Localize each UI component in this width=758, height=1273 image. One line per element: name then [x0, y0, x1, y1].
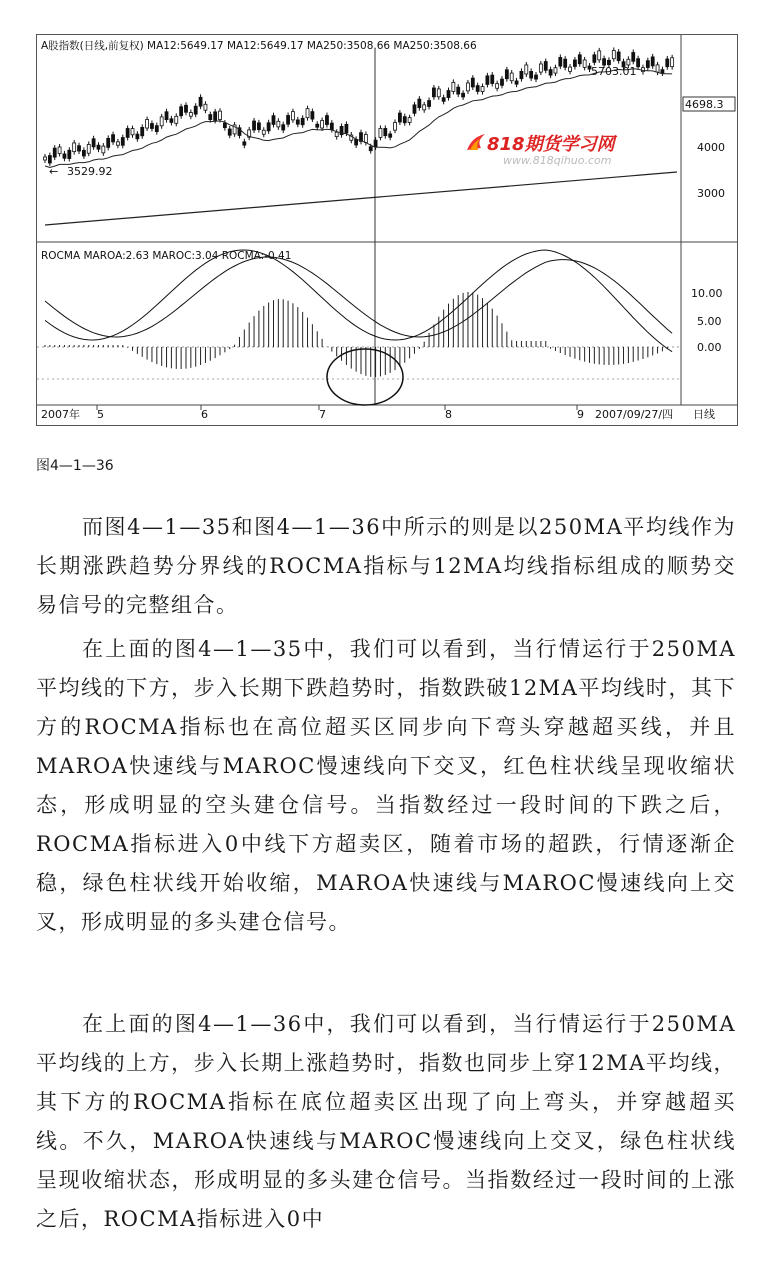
- candle-body: [505, 70, 508, 79]
- paragraph-1: [36, 508, 736, 625]
- figure-caption: 图4—1—36: [36, 458, 114, 474]
- candle-body: [656, 65, 659, 72]
- candle-body: [544, 62, 547, 71]
- candle-body: [82, 150, 85, 156]
- candle-body: [525, 65, 528, 74]
- candle-body: [500, 79, 503, 85]
- candle-body: [92, 139, 95, 147]
- candle-body: [418, 99, 421, 108]
- candle-body: [457, 87, 460, 94]
- candle-body: [413, 105, 416, 113]
- paragraph-text: 而图4—1—35和图4—1—36中所示的则是以250MA平均线作为长期涨跌趋势分界线的ROCMA指标与12MA均线指标组成的顺势交易信号的完整组合。: [36, 515, 736, 617]
- candle-body: [306, 109, 309, 118]
- date-label-7: 7: [319, 408, 326, 421]
- candle-body: [184, 105, 187, 112]
- candle-body: [617, 52, 620, 61]
- candle-body: [267, 123, 270, 131]
- candle-body: [432, 88, 435, 97]
- candle-body: [194, 106, 197, 114]
- candle-body: [107, 138, 110, 147]
- candle-body: [559, 57, 562, 66]
- candle-body: [116, 142, 119, 145]
- candle-body: [214, 112, 217, 121]
- candle-body: [379, 128, 382, 137]
- candle-body: [369, 147, 372, 151]
- candle-body: [223, 123, 226, 128]
- candle-body: [204, 104, 207, 110]
- candle-body: [530, 71, 533, 78]
- price-axis-current: 4698.3: [685, 98, 724, 111]
- candle-body: [496, 84, 499, 89]
- candle-body: [515, 81, 518, 84]
- candle-body: [199, 97, 202, 106]
- candle-body: [578, 55, 581, 64]
- candle-body: [126, 128, 129, 137]
- candle-body: [428, 101, 431, 107]
- candle-body: [408, 118, 411, 123]
- candle-body: [287, 115, 290, 124]
- candle-body: [335, 132, 338, 136]
- candle-body: [661, 70, 664, 73]
- rocma-histogram: [45, 292, 672, 377]
- candle-body: [189, 113, 192, 117]
- candle-body: [150, 124, 153, 129]
- price-header: A股指数(日线,前复权) MA12:5649.17 MA12:5649.17 MA250:3508.66 MA250:3508.66: [41, 40, 477, 52]
- candle-body: [384, 128, 387, 135]
- candle-body: [175, 116, 178, 123]
- candle-body: [442, 98, 445, 102]
- watermark-title: 818期货学习网: [487, 134, 615, 155]
- watermark-url: www.818qihuo.com: [503, 154, 612, 167]
- candle-body: [170, 119, 173, 123]
- candle-body: [637, 59, 640, 67]
- ind-axis-5: 5.00: [697, 315, 722, 328]
- candle-body: [364, 134, 367, 142]
- candle-body: [262, 130, 265, 134]
- candle-body: [243, 142, 246, 145]
- candle-body: [651, 57, 654, 66]
- paragraph-text: 在上面的图4—1—36中，我们可以看到，当行情运行于250MA平均线的上方，步入长期上涨趋势时，指数也同步上穿12MA平均线，其下方的ROCMA指标在底位超卖区出现了向上弯头，并穿越超买线。不久，MAROA快速线与MAROC慢速线向上交叉，绿色柱状线呈现收缩状态，形成明显的多头建仓信号。当指数经过一段时间的上涨之后，ROCMA指标进入0中: [36, 1012, 736, 1231]
- maroa-line: [45, 250, 672, 352]
- date-label-2007: 2007年: [41, 408, 80, 421]
- chart-canvas: [37, 35, 737, 425]
- candle-body: [632, 53, 635, 62]
- candle-body: [403, 117, 406, 123]
- candle-body: [510, 73, 513, 81]
- candle-body: [345, 124, 348, 133]
- highlight-circle: [327, 349, 403, 405]
- candle-body: [155, 126, 158, 132]
- candle-body: [355, 139, 358, 145]
- candle-body: [321, 121, 324, 128]
- candle-body: [423, 105, 426, 110]
- candle-body: [535, 75, 538, 79]
- candle-body: [389, 134, 392, 137]
- ind-axis-10: 10.00: [691, 287, 723, 300]
- candle-body: [481, 87, 484, 92]
- paragraph-text: 在上面的图4—1—35中，我们可以看到，当行情运行于250MA平均线的下方，步入长期下跌趋势时，指数跌破12MA平均线时，其下方的ROCMA指标也在高位超买区同步向下弯头穿越超买线，并且MAROA快速线与MAROC慢速线向下交叉，红色柱状线呈现收缩状态，形成明显的空头建仓信号。当指数经过一段时间的下跌之后，ROCMA指标进入0中线下方超卖区，随着市场的超跌，行情逐渐企稳，绿色柱状线开始收缩，MAROA快速线与MAROC慢速线向上交叉，形成明显的多头建仓信号。: [36, 637, 736, 934]
- price-axis-3000: 3000: [697, 187, 725, 200]
- candle-body: [374, 140, 377, 147]
- stock-chart: [36, 34, 738, 426]
- candle-body: [486, 76, 489, 85]
- candle-body: [141, 127, 144, 135]
- paragraph-3: [36, 1005, 736, 1239]
- candle-body: [63, 154, 66, 158]
- candle-body: [593, 55, 596, 63]
- candle-body: [146, 119, 149, 128]
- candle-body: [165, 112, 168, 120]
- candle-body: [209, 115, 212, 120]
- candle-body: [437, 89, 440, 97]
- candle-body: [646, 61, 649, 68]
- candle-body: [68, 150, 71, 158]
- low-label: 3529.92: [67, 165, 113, 178]
- candle-body: [44, 157, 47, 160]
- candle-body: [476, 86, 479, 92]
- candle-body: [466, 83, 469, 91]
- candle-body: [316, 124, 319, 127]
- candle-body: [301, 118, 304, 124]
- high-label: 5703.01: [591, 65, 637, 78]
- candle-body: [325, 116, 328, 125]
- candle-body: [452, 82, 455, 91]
- candle-body: [539, 64, 542, 72]
- maroc-line: [45, 257, 672, 337]
- candle-body: [394, 122, 397, 130]
- candle-body: [330, 123, 333, 129]
- ind-axis-0: 0.00: [697, 341, 722, 354]
- candle-body: [491, 75, 494, 83]
- candle-body: [87, 144, 90, 153]
- candle-body: [447, 91, 450, 98]
- candle-body: [136, 134, 139, 139]
- candle-body: [598, 51, 601, 60]
- candle-body: [277, 121, 280, 127]
- candle-body: [228, 129, 231, 135]
- site-watermark: [465, 130, 640, 175]
- date-label-current: 2007/09/27/四: [595, 408, 674, 421]
- candle-body: [583, 60, 586, 67]
- candle-body: [97, 145, 100, 149]
- date-label-6: 6: [201, 408, 208, 421]
- ma250-line: [45, 172, 677, 225]
- date-label-8: 8: [445, 408, 452, 421]
- indicator-header: ROCMA MAROA:2.63 MAROC:3.04 ROCMA:-0.41: [41, 250, 292, 262]
- candle-body: [612, 50, 615, 58]
- candle-body: [549, 70, 552, 76]
- candle-body: [520, 71, 523, 78]
- candle-body: [311, 112, 314, 119]
- candle-body: [102, 146, 105, 153]
- candle-body: [73, 143, 76, 152]
- candle-body: [48, 156, 51, 163]
- candle-body: [219, 111, 222, 119]
- date-label-5: 5: [97, 408, 104, 421]
- price-axis-4000: 4000: [697, 141, 725, 154]
- candle-body: [180, 107, 183, 116]
- candle-body: [282, 125, 285, 130]
- candle-body: [131, 129, 134, 135]
- candle-body: [554, 68, 557, 73]
- candle-body: [573, 60, 576, 67]
- candle-body: [564, 59, 567, 67]
- flame-logo-icon: [465, 132, 487, 152]
- candle-body: [160, 117, 163, 126]
- candle-body: [78, 146, 81, 151]
- candle-body: [666, 59, 669, 67]
- candle-body: [58, 147, 61, 153]
- candle-body: [471, 78, 474, 87]
- candle-body: [398, 113, 401, 122]
- candle-body: [53, 148, 56, 157]
- candle-body: [257, 123, 260, 130]
- candle-body: [296, 120, 299, 124]
- candle-body: [291, 112, 294, 120]
- candle-body: [462, 93, 465, 97]
- indicator-lines: [45, 250, 672, 352]
- period-label: 日线: [693, 408, 715, 421]
- low-arrow: ←: [49, 165, 59, 178]
- candle-body: [253, 121, 256, 130]
- date-label-9: 9: [577, 408, 584, 421]
- candle-body: [569, 67, 572, 71]
- candle-body: [272, 116, 275, 125]
- paragraph-2: [36, 630, 736, 942]
- candle-body: [121, 138, 124, 146]
- candle-body: [112, 135, 115, 142]
- candle-body: [671, 58, 674, 67]
